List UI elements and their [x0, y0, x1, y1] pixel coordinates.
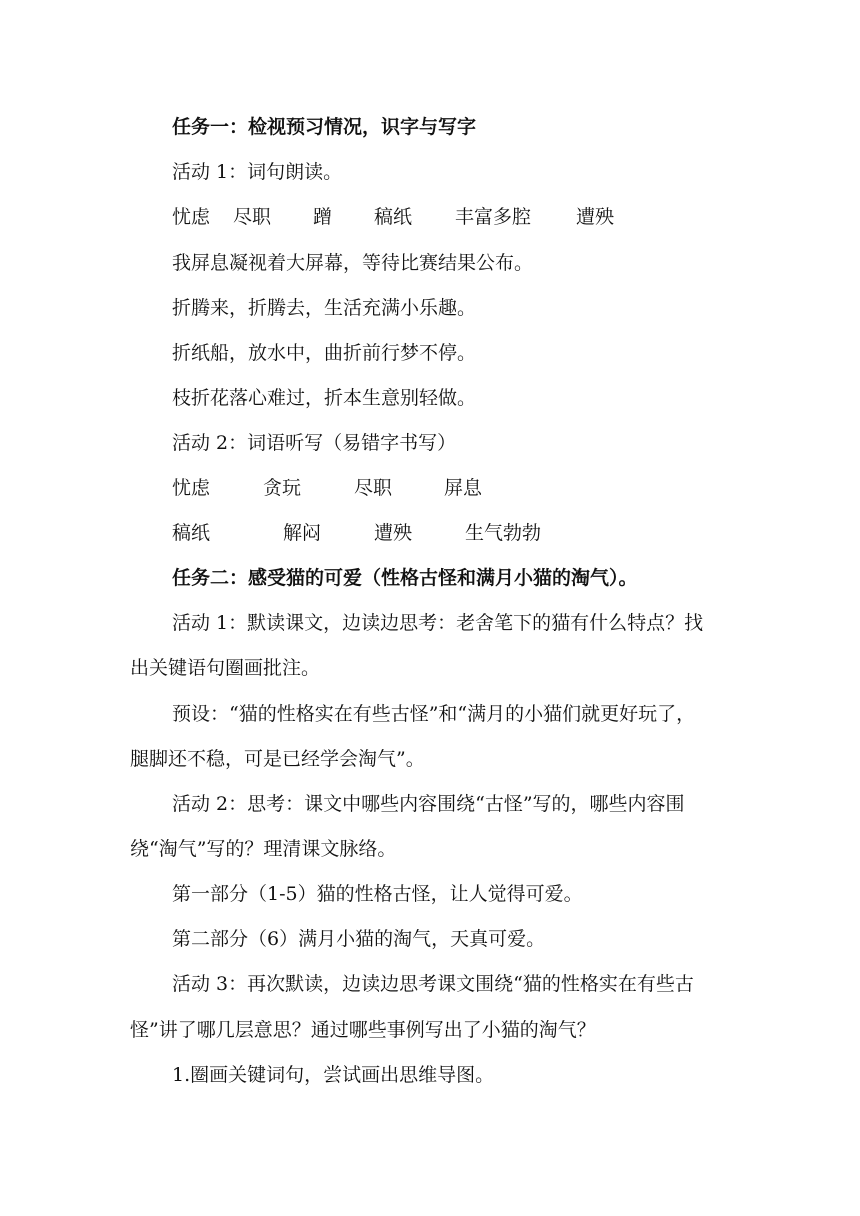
task2-activity2-line2: 绕“淘气”写的？理清课文脉络。	[130, 838, 397, 860]
sentence: 折纸船，放水中，曲折前行梦不停。	[172, 342, 477, 364]
task1-heading: 任务一：检视预习情况，识字与写字	[172, 116, 477, 138]
sentence: 我屏息凝视着大屏幕，等待比赛结果公布。	[172, 252, 534, 274]
word-item: 解闷	[283, 522, 322, 544]
word-item: 尽职	[354, 477, 393, 499]
part1-summary: 第一部分（1-5）猫的性格古怪，让人觉得可爱。	[172, 883, 583, 905]
task2-heading: 任务二：感受猫的可爱（性格古怪和满月小猫的淘气）。	[172, 567, 638, 589]
task2-activity3-line1: 活动 3：再次默读，边读边思考课文围绕“猫的性格实在有些古	[172, 973, 694, 995]
task2-activity1-line1: 活动 1：默读课文，边读边思考：老舍笔下的猫有什么特点？找	[172, 612, 704, 634]
preset-line2: 腿脚还不稳，可是已经学会淘气”。	[130, 748, 425, 770]
sentence: 枝折花落心难过，折本生意别轻做。	[172, 387, 477, 409]
task1-activity1-label: 活动 1：词句朗读。	[172, 161, 343, 183]
word-item: 蹭	[313, 206, 333, 228]
word-item: 屏息	[444, 477, 483, 499]
preset-line1: 预设：“猫的性格实在有些古怪”和“满月的小猫们就更好玩了，	[172, 703, 696, 725]
word-item: 丰富多腔	[455, 206, 532, 228]
word-item: 稿纸	[374, 206, 413, 228]
word-item: 遭殃	[576, 206, 615, 228]
task1-activity2-label: 活动 2：词语听写（易错字书写）	[172, 432, 457, 454]
word-item: 稿纸	[172, 522, 211, 544]
word-item: 贪玩	[263, 477, 302, 499]
word-item: 生气勃勃	[465, 522, 542, 544]
task2-activity2-line1: 活动 2：思考：课文中哪些内容围绕“古怪”写的，哪些内容围	[172, 793, 685, 815]
sentence: 折腾来，折腾去，生活充满小乐趣。	[172, 297, 477, 319]
task2-activity1-line2: 出关键语句圈画批注。	[130, 657, 321, 679]
word-item: 尽职	[233, 206, 272, 228]
word-item: 忧虑	[172, 477, 211, 499]
word-item: 忧虑	[172, 206, 211, 228]
task2-activity3-line2: 怪”讲了哪几层意思？通过哪些事例写出了小猫的淘气？	[130, 1019, 596, 1041]
part2-summary: 第二部分（6）满月小猫的淘气，天真可爱。	[172, 928, 546, 950]
word-item: 遭殃	[374, 522, 413, 544]
step1-instruction: 1.圈画关键词句，尝试画出思维导图。	[172, 1064, 495, 1086]
